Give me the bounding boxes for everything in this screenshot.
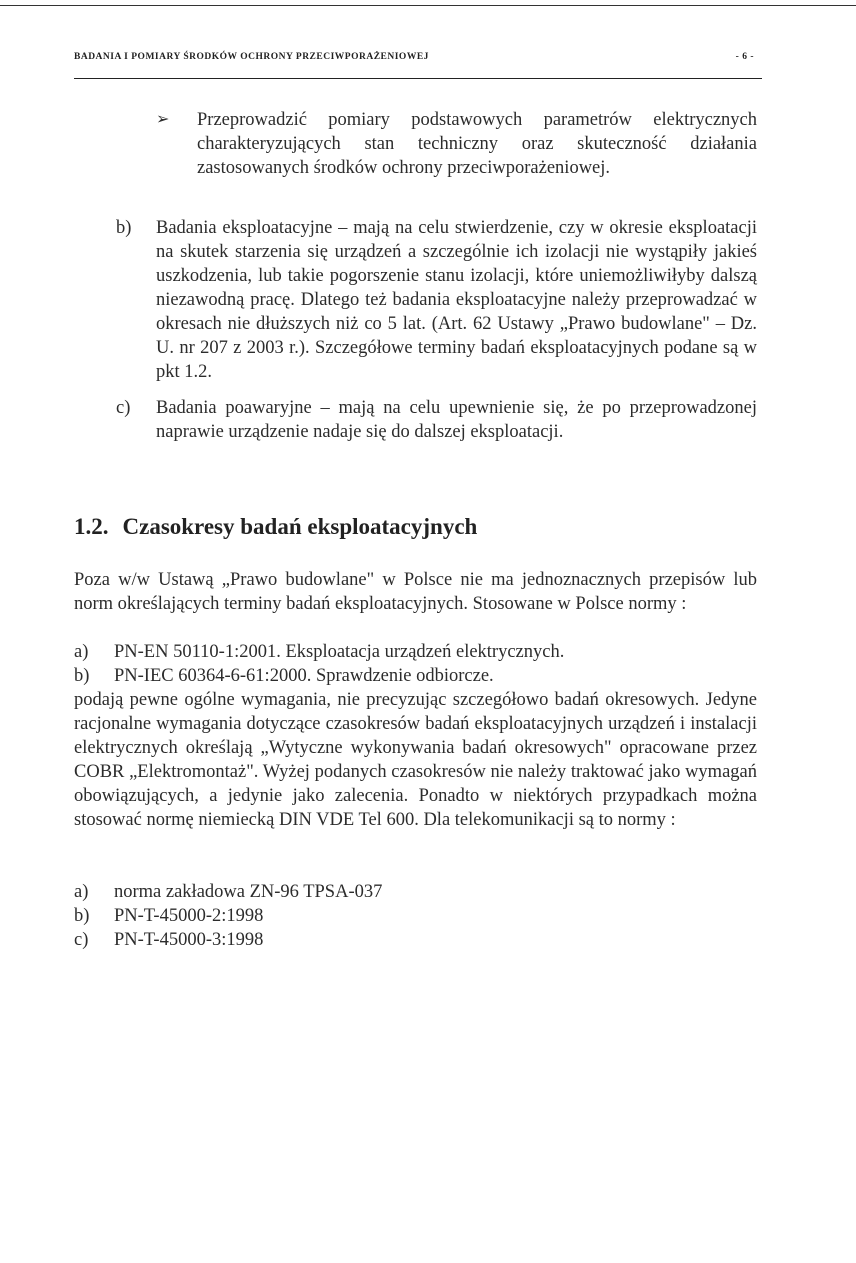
list-label: b) xyxy=(74,666,90,686)
section-paragraph-1: Poza w/w Ustawą „Prawo budowlane" w Polsce nie ma jednoznacznych przepisów lub norm określających terminy badań eksploatacyjnych. Stosowane w Polsce normy : xyxy=(74,570,757,614)
list-label: b) xyxy=(74,906,90,926)
list-text: PN-EN 50110-1:2001. Eksploatacja urządzeń elektrycznych. xyxy=(114,642,565,662)
top-border-line xyxy=(0,5,856,6)
page-header xyxy=(74,52,754,62)
list-item xyxy=(74,928,263,952)
list-label: a) xyxy=(74,642,89,662)
list-item xyxy=(74,664,494,688)
list-text: norma zakładowa ZN-96 TPSA-037 xyxy=(114,882,383,902)
list-text: PN-T-45000-3:1998 xyxy=(114,930,264,950)
intro-bullet-text: Przeprowadzić pomiary podstawowych parametrów elektrycznych charakteryzujących stan techniczny oraz skuteczność działania zastosowanych środków ochrony przeciwporażeniowej. xyxy=(197,110,757,178)
list-item xyxy=(74,880,382,904)
list-item xyxy=(74,640,564,664)
list-item xyxy=(74,904,263,928)
header-title: BADANIA I POMIARY ŚRODKÓW OCHRONY PRZECIWPORAŻENIOWEJ xyxy=(74,52,429,62)
section-number: 1.2. xyxy=(74,514,109,539)
item-c-text: Badania poawaryjne – mają na celu upewnienie się, że po przeprowadzonej naprawie urządzenie nadaje się do dalszej eksploatacji. xyxy=(156,398,757,442)
item-b-text: Badania eksploatacyjne – mają na celu stwierdzenie, czy w okresie eksploatacji na skutek starzenia się urządzeń a szczególnie ich izolacji nie wystąpiły jakieś uszkodzenia, lub takie pogorszenie stanu izolacji, które uniemożliwiłyby dalszą niezawodną pracę. Dlatego też badania eksploatacyjne należy przeprowadzać w okresach nie dłuższych niż co 5 lat. (Art. 62 Ustawy „Prawo budowlane" – Dz. U. nr 207 z 2003 r.). Szczegółowe terminy badań eksploatacyjnych podane są w pkt 1.2. xyxy=(156,218,757,382)
item-c-marker: c) xyxy=(116,398,131,418)
list-text: PN-IEC 60364-6-61:2000. Sprawdzenie odbiorcze. xyxy=(114,666,494,686)
item-b-marker: b) xyxy=(116,218,132,238)
list-text: PN-T-45000-2:1998 xyxy=(114,906,264,926)
list-label: a) xyxy=(74,882,89,902)
header-divider xyxy=(74,78,762,79)
section-heading xyxy=(74,514,477,540)
page-number: - 6 - xyxy=(735,52,754,62)
arrow-bullet-icon: ➢ xyxy=(156,111,170,128)
section-paragraph-2: podają pewne ogólne wymagania, nie precyzując szczegółowo badań okresowych. Jedyne racjonalne wymagania dotyczące czasokresów badań eksploatacyjnych urządzeń i instalacji elektrycznych określają „Wytyczne wykonywania badań okresowych" opracowane przez COBR „Elektromontaż". Wyżej podanych czasokresów nie należy traktować jako wymagań obowiązujących, a jedynie jako zalecenia. Ponadto w niektórych przypadkach można stosować normę niemiecką DIN VDE Tel 600. Dla telekomunikacji są to normy : xyxy=(74,690,757,830)
section-title: Czasokresy badań eksploatacyjnych xyxy=(122,514,478,539)
list-label: c) xyxy=(74,930,89,950)
